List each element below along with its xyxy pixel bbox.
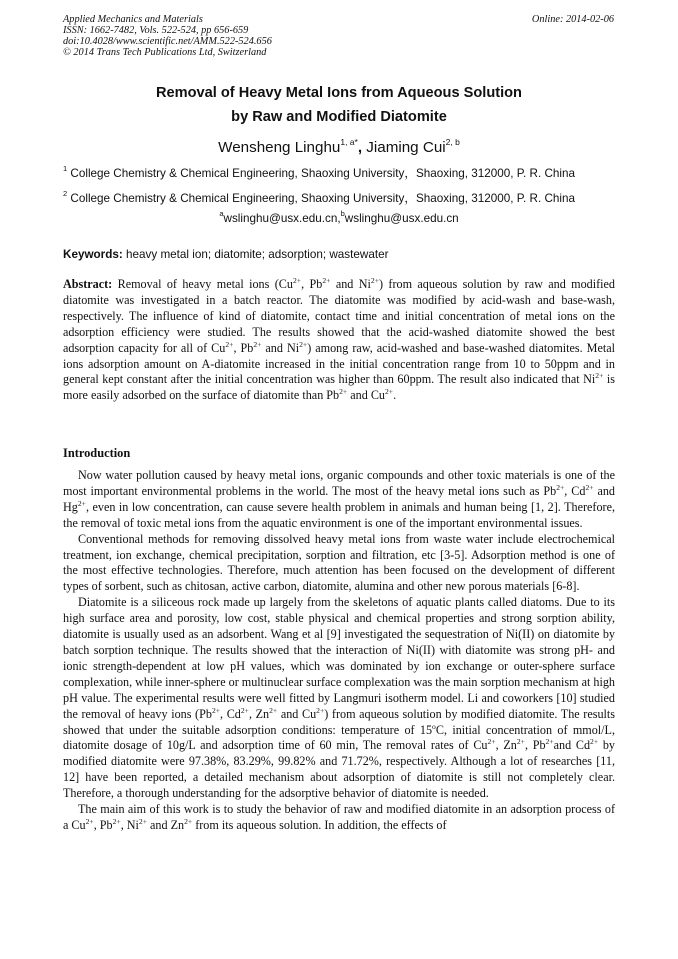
abstract [63,277,615,404]
author-separator: , [357,139,367,156]
online-date [532,15,614,26]
affiliation-1 [63,166,623,182]
affiliation-2-number: 2 [63,189,68,198]
keywords-label: Keywords: [63,248,123,261]
introduction-heading: Introduction [63,446,131,460]
journal-issn: ISSN: 1662-7482, Vols. 522-524, pp 656-659 [63,24,249,36]
journal-doi: doi:10.4028/www.scientific.net/AMM.522-524.656 [63,35,272,47]
title-line-2: by Raw and Modified Diatomite [231,109,447,125]
keywords-text: heavy metal ion; diatomite; adsorption; wastewater [122,248,389,261]
intro-paragraph-3: Diatomite is a siliceous rock made up largely from the skeletons of aquatic plants called diatoms. Due to its high surface area and porosity, low cost, stable physical and chemical properties and strong sorption ability, diatomite is usually used as an adsorbent. Wang et al [9] investigated the sequestration of Ni(II) on diatomite by batch sorption technique. The results showed that the interaction of Ni(II) with diatomite was strong pH- and ionic strength-dependent at low pH values, which was dominated by ion exchange or outer-sphere surface complexation, while inner-sphere or multinuclear surface complexation was the main sorption mechanism at high pH value. The experimental results were well fitted by Langmuri isotherm model. Li and coworkers [10] studied the removal of heavy ions ($Pb^{2+}$, $Cd^{2+}$, $Zn^{2+}$ and $Cu^{2+}$) from aqueous solution by modified diatomite. The results showed that under the suitable adsorption conditions: temperature of 15$^o$C, initial concentration of mmol/L, diatomite dosage of 10g/L and adsorption time of 60 min, The removal rates of $Cu^{2+}$, $Zn^{2+}$, $Pb^{2+}and$ $Cd^{2+}$ by modified diatomite were 97.38%, 83.29%, 99.82% and 71.72%, respectively. Although a lot of researches [11, 12] have been reported, a detailed mechanism about adsorption of diatomite is still not completely clear. Therefore, a thorough understanding for the adsorptive behavior of diatomite is needed. [63,595,616,801]
author-emails [60,211,618,227]
keywords [63,247,623,263]
author-1: Wensheng Linghu [218,139,341,156]
affiliation-2 [63,191,623,207]
intro-paragraph-4: The main aim of this work is to study the behavior of raw and modified diatomite in an adsorption process of a $Cu^{2+}$, $Pb^{2+}$, $Ni^{2+}$ and $Zn^{2+}$ from its aqueous solution. In addition, the effects of [63,802,615,832]
author-list [60,138,618,158]
journal-name: Applied Mechanics and Materials [63,14,203,25]
email-a[interactable]: wslinghu@usx.edu.cn, [223,212,341,225]
email-a-marker: a [219,209,224,218]
paper-title [60,81,618,129]
author-2: Jiaming Cui [366,139,446,156]
journal-header [63,15,272,59]
intro-paragraph-1: Now water pollution caused by heavy metal ions, organic compounds and other toxic materials is one of the most important environmental problems in the world. The most of the heavy metal ions such as $Pb^{2+}$, $Cd^{2+}$ and $Hg^{2+}$, even in low concentration, can cause severe health problem in animals and human being [1, 2]. Therefore, the removal of toxic metal ions from the aquatic environment is one of the important environmental issues. [63,468,615,530]
email-b[interactable]: wslinghu@usx.edu.cn [344,212,459,225]
author-1-affil: 1, a* [340,137,358,147]
introduction-body [63,468,615,834]
abstract-label: Abstract: [63,277,113,291]
affiliation-1-text: College Chemistry & Chemical Engineering, Shaoxing University，Shaoxing, 312000, P. R. China [70,167,575,180]
intro-paragraph-2: Conventional methods for removing dissolved heavy metal ions from waste water include electrochemical treatment, ion exchange, chemical precipitation, sorption and filtration, etc [3-5]. Adsorption method is one of the most effective technologies. Therefore, much attention has been focused on the development of different types of sorbent, such as chitosan, active carbon, diatomite, alumina and other new porous materials [6-8]. [63,531,615,594]
online-date-text: Online: 2014-02-06 [531,14,614,25]
affiliation-1-number: 1 [63,164,68,173]
title-line-1: Removal of Heavy Metal Ions from Aqueous Solution [156,85,522,101]
author-2-affil: 2, b [445,137,460,147]
email-b-marker: b [340,209,345,218]
journal-copyright: © 2014 Trans Tech Publications Ltd, Switzerland [63,46,267,58]
affiliation-2-text: College Chemistry & Chemical Engineering, Shaoxing University，Shaoxing, 312000, P. R. China [70,192,575,205]
abstract-text: Removal of heavy metal ions ($Cu^{2+}$, $Pb^{2+}$ and $Ni^{2+}$) from aqueous solution by raw and modified diatomite was investigated in a batch reactor. The diatomite was modified by acid-wash and base-wash, respectively. The influence of kind of diatomite, contact time and initial concentration of metal ions on the adsorption efficiency were studied. The results showed that the acid-washed diatomite showed the best adsorption capacity for all of $Cu^{2+}$, $Pb^{2+}$ and $Ni^{2+}$) among raw, acid-washed and base-washed diatomites. Metal ions adsorption amount on A-diatomite increased in the initial concentration range from 10 to 50ppm and in general kept constant after the initial concentration was higher than 60ppm. The result also indicated that $Ni^{2+}$ is more easily adsorbed on the surface of diatomite than $Pb^{2+}$ and $Cu^{2+}$. [63,276,616,403]
